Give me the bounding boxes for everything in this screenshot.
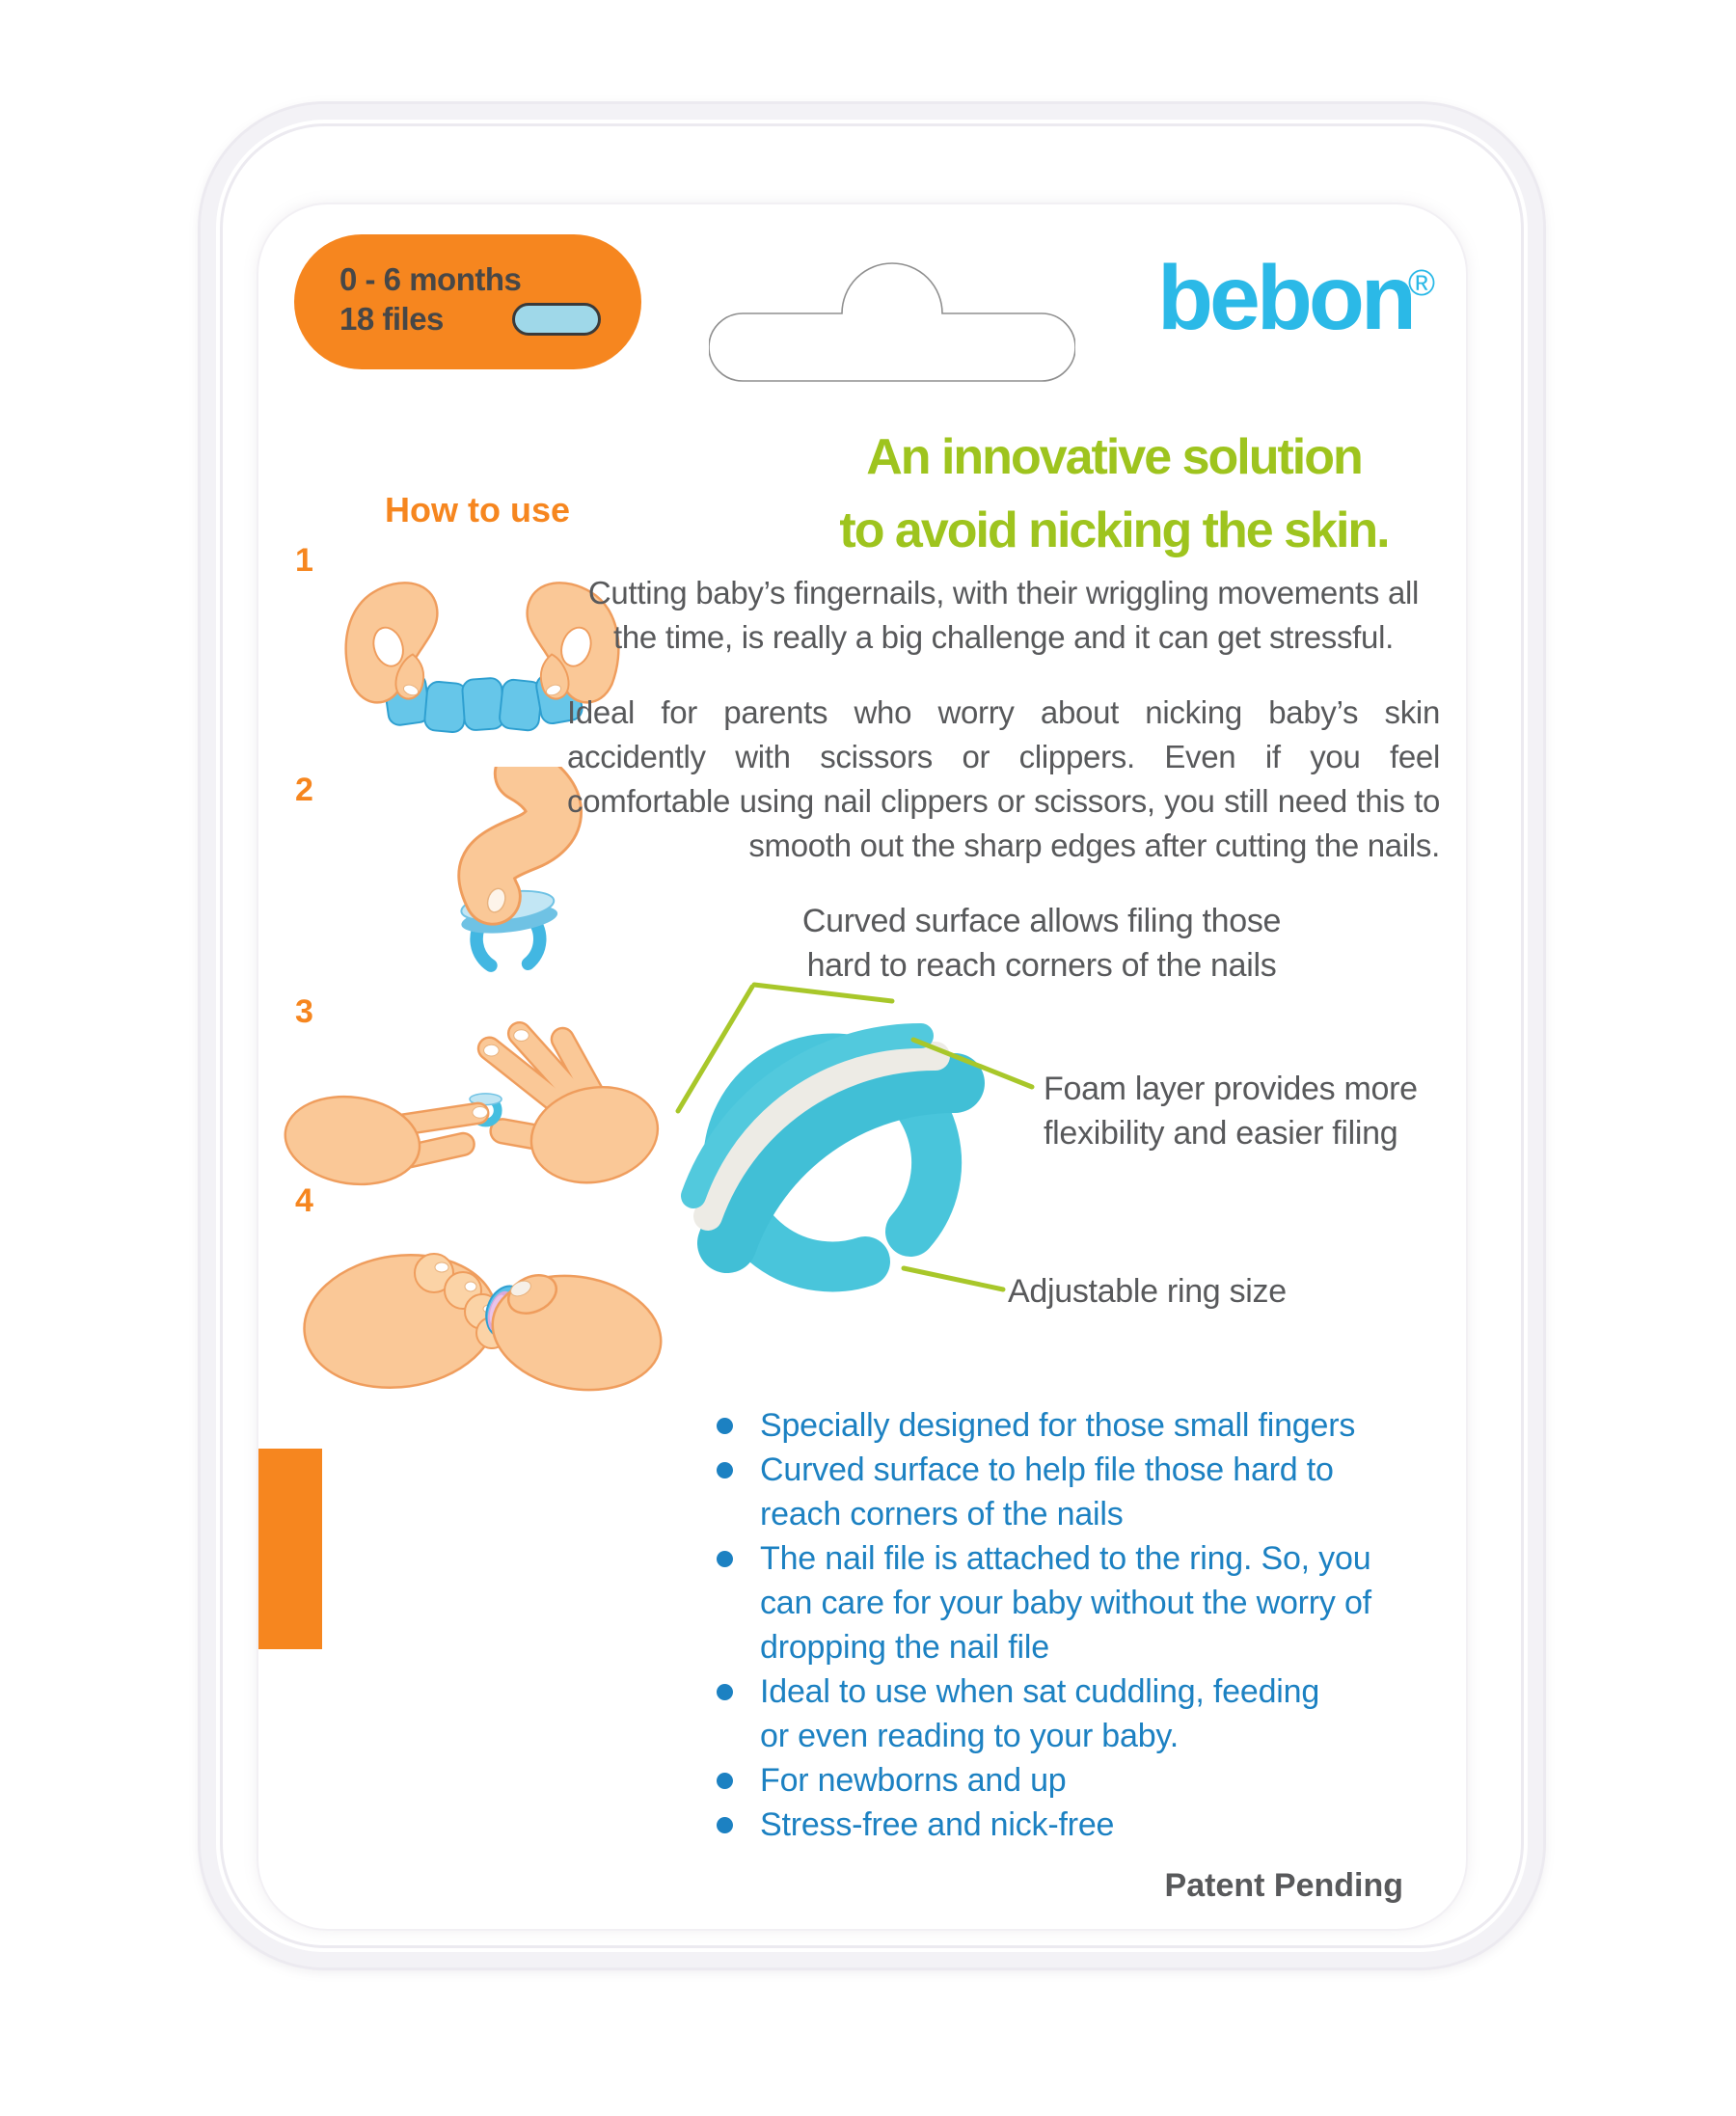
hang-tab-cutout — [709, 258, 1075, 383]
step-number-1: 1 — [295, 542, 313, 579]
callout-foam-layer: Foam layer provides more flexibility and easier filing — [1044, 1071, 1418, 1152]
bullet-text: Stress-free and nick-free — [760, 1806, 1115, 1843]
intro-paragraph: Cutting baby’s fingernails, with their wriggling movements all the time, is really a big challenge and it can get stressful. — [587, 575, 1420, 655]
bullet-dot-icon — [717, 1551, 733, 1567]
bullet-text: Specially designed for those small fingers — [760, 1407, 1356, 1444]
callout-curved-surface: Curved surface allows filing those hard to reach corners of the nails — [801, 903, 1282, 984]
step-4-illustration — [289, 1213, 675, 1406]
bullet-item — [709, 1448, 1423, 1536]
product-ring-illustration — [646, 979, 1071, 1355]
bullet-text: For newborns and up — [760, 1762, 1067, 1799]
bullet-dot-icon — [717, 1773, 733, 1789]
step-number-3: 3 — [295, 993, 313, 1030]
ideal-paragraph: Ideal for parents who worry about nicking baby’s skin accidently with scissors or clippers. Even if you feel comfortable using nail clippers or scissors, you still need this to smooth out the sharp edges after cutting the nails. — [567, 694, 1440, 863]
bullet-dot-icon — [717, 1462, 733, 1478]
age-badge — [294, 234, 641, 369]
bullet-dot-icon — [717, 1418, 733, 1434]
bullet-item — [709, 1803, 1423, 1847]
bullet-item — [709, 1403, 1423, 1448]
patent-pending-label: Patent Pending — [1164, 1867, 1403, 1904]
bullet-item — [709, 1758, 1423, 1803]
callout-adjustable-ring: Adjustable ring size — [1008, 1273, 1287, 1310]
bullet-item — [709, 1669, 1423, 1758]
orange-accent-bar — [258, 1449, 322, 1649]
step-number-4: 4 — [295, 1182, 313, 1219]
brand-logo: bebon — [1157, 247, 1413, 349]
nail-file-pill-icon — [512, 303, 601, 336]
age-badge-text — [339, 259, 521, 339]
bullet-dot-icon — [717, 1684, 733, 1700]
registered-mark-icon: ® — [1408, 263, 1435, 304]
age-range-label: 0 - 6 months — [339, 261, 522, 297]
step-3-illustration — [280, 1020, 661, 1194]
files-count-label: 18 files — [339, 301, 444, 337]
step-number-2: 2 — [295, 772, 313, 808]
headline-line-1: An innovative solution — [866, 429, 1362, 485]
bullet-list — [709, 1403, 1423, 1847]
headline — [733, 420, 1495, 567]
bullet-dot-icon — [717, 1817, 733, 1833]
bullet-text: Curved surface to help file those hard to reach corners of the nails — [760, 1451, 1334, 1533]
headline-line-2: to avoid nicking the skin. — [839, 502, 1389, 558]
bullet-item — [709, 1536, 1423, 1669]
how-to-use-heading: How to use — [384, 490, 570, 529]
bullet-text: Ideal to use when sat cuddling, feeding or even reading to your baby. — [760, 1673, 1320, 1754]
bullet-text: The nail file is attached to the ring. So, you can care for your baby without the worry of dropping the nail file — [760, 1540, 1371, 1666]
